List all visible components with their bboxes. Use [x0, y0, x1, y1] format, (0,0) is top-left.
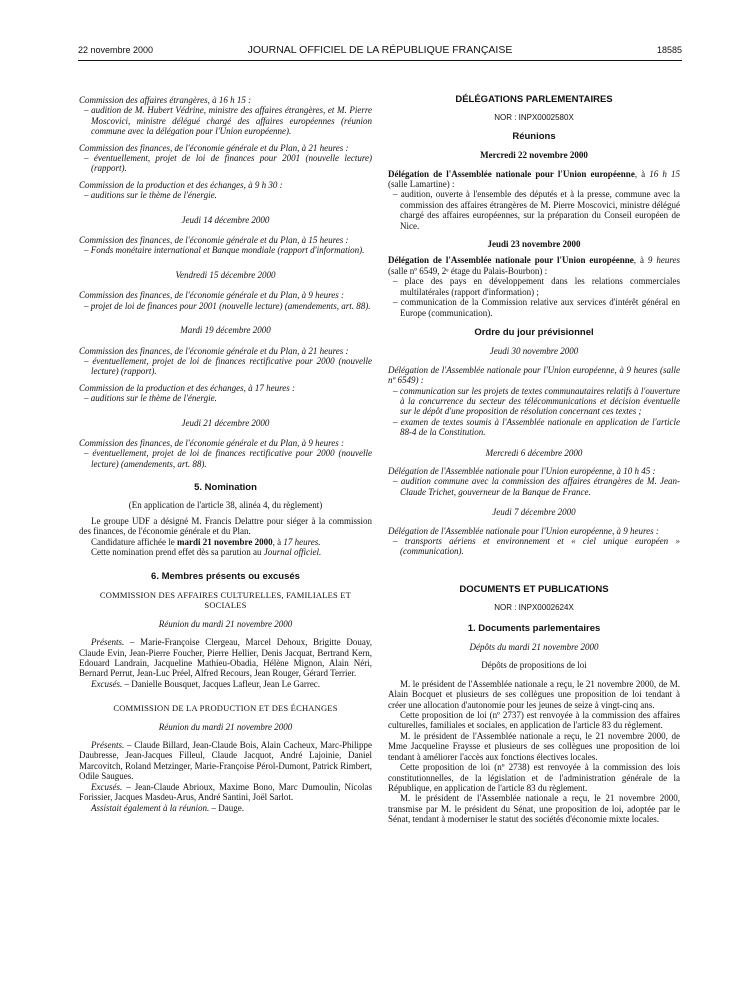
- agenda-item: – audition de M. Hubert Védrine, ministre des affaires étrangères, et M. Pierre Moscovici, ministre délégué chargé des affaires européennes (réunion commune avec la délégation pour l'Union européenne).: [84, 105, 372, 137]
- section-heading-delegations: DÉLÉGATIONS PARLEMENTAIRES: [455, 94, 613, 105]
- subsection-heading: 1. Documents parlementaires: [467, 622, 601, 634]
- right-column: [388, 95, 680, 825]
- agenda-item: Délégation de l'Assemblée nationale pour l'Union européenne, à 9 heures :: [388, 525, 659, 536]
- agenda-item: – projet de loi de finances pour 2001 (nouvelle lecture) (amendements, art. 88).: [84, 300, 371, 311]
- date-heading: Jeudi 7 décembre 2000: [492, 507, 576, 518]
- journal-title: JOURNAL OFFICIEL DE LA RÉPUBLIQUE FRANÇAISE: [247, 44, 513, 56]
- nor-reference: NOR : INPX0002624X: [494, 603, 574, 613]
- agenda-item: Commission des affaires étrangères, à 16 h 15 :: [79, 95, 252, 105]
- members-excused: Excusés. – Jean-Claude Abrioux, Maxime Bono, Marc Dumoulin, Nicolas Forissier, Jacques Masdeu-Arus, André Santini, Joël Sarlot.: [79, 781, 372, 803]
- nomination-paragraph: Le groupe UDF a désigné M. Francis Delattre pour siéger à la commission des finances, de l'économie générale et du Plan.: [79, 515, 372, 537]
- document-paragraph: Cette proposition de loi (nº 2738) est renvoyée à la commission des lois constitutionnelles, de la législation et de l'administration générale de la République, en application de l'article 83 du règlement.: [388, 762, 680, 793]
- members-present: Présents. – Claude Billard, Jean-Claude Bois, Alain Cacheux, Marc-Philippe Daubresse, Jean-Jacques Filleul, Claude Jacquot, André Lajoinie, Daniel Marcovitch, Roland Metzinger, Marie-Françoise Pérol-Dumont, Patrick Rimbert, Odile Saugues.: [79, 740, 372, 782]
- date-heading: Mercredi 22 novembre 2000: [480, 150, 588, 161]
- agenda-item: Commission des finances, de l'économie générale et du Plan, à 9 heures :: [79, 290, 345, 301]
- section-subtitle: (En application de l'article 38, alinéa 4, du règlement): [128, 499, 323, 510]
- nor-reference: NOR : INPX0002580X: [494, 113, 574, 123]
- commission-heading: COMMISSION DE LA PRODUCTION ET DES ÉCHANGES: [113, 703, 338, 714]
- section-heading-nomination: 5. Nomination: [194, 482, 257, 494]
- agenda-item: Commission de la production et des échanges, à 9 h 30 :: [79, 179, 283, 190]
- page-number: 18585: [656, 45, 682, 55]
- members-excused: Excusés. – Danielle Bousquet, Jacques Lafleur, Jean Le Garrec.: [91, 678, 321, 689]
- deposit-heading: Dépôts de propositions de loi: [481, 660, 587, 671]
- agenda-item: – auditions sur le thème de l'énergie.: [84, 393, 217, 404]
- date-heading: Mercredi 6 décembre 2000: [485, 447, 583, 458]
- meeting-date: Réunion du mardi 21 novembre 2000: [158, 618, 293, 629]
- document-paragraph: M. le président de l'Assemblée nationale a reçu, le 21 novembre 2000, de M. Alain Bocquet et plusieurs de ses collègues une proposition de loi tendant à créer une allocation d'autonomie pour les jeunes de seize à vingt-cinq ans.: [388, 678, 680, 710]
- page-header: [78, 43, 682, 57]
- agenda-item: Commission des finances, de l'économie générale et du Plan, à 15 heures :: [79, 235, 349, 246]
- date-heading: Jeudi 21 décembre 2000: [181, 417, 270, 428]
- delegation-item: Délégation de l'Assemblée nationale pour l'Union européenne, à 9 heures (salle nº 6549, 2ᵉ étage du Palais-Bourbon) :: [388, 255, 680, 276]
- agenda-item: – audition commune avec la commission des affaires étrangères de M. Jean-Claude Trichet, gouverneur de la Banque de France.: [393, 476, 680, 497]
- nomination-paragraph: Cette nomination prend effet dès sa parution au Journal officiel.: [91, 547, 322, 558]
- agenda-item: – éventuellement, projet de loi de finances rectificative pour 2000 (nouvelle lecture) (rapport).: [84, 355, 372, 377]
- date-heading: Vendredi 15 décembre 2000: [175, 269, 276, 280]
- agenda-item: Commission des finances, de l'économie générale et du Plan, à 21 heures :: [79, 142, 349, 153]
- members-attending: Assistait également à la réunion. – Dauge.: [91, 802, 244, 813]
- agenda-item: Délégation de l'Assemblée nationale pour l'Union européenne, à 9 heures (salle nº 6549) :: [388, 364, 680, 386]
- delegation-item: Délégation de l'Assemblée nationale pour l'Union européenne, à 16 h 15 (salle Lamartine) :: [388, 168, 680, 190]
- meeting-date: Réunion du mardi 21 novembre 2000: [158, 721, 293, 732]
- delegation-item: – audition, ouverte à l'ensemble des députés et à la presse, commune avec la commission des affaires étrangères de M. Pierre Moscovici, ministre délégué chargé des affaires européennes, sur la préparation du Conseil européen de Nice.: [393, 189, 680, 231]
- agenda-item: – éventuellement, projet de loi de finances pour 2001 (nouvelle lecture) (rapport).: [84, 153, 372, 174]
- document-paragraph: M. le président de l'Assemblée nationale a reçu, le 21 novembre 2000, de Mme Jacqueline Fraysse et plusieurs de ses collègues une proposition de loi tendant à améliorer l'accès aux fonctions électives locales.: [388, 730, 680, 762]
- delegation-item: – place des pays en développement dans les relations commerciales multilatérales (rapport d'information) ;: [393, 276, 680, 297]
- agenda-item: – Fonds monétaire international et Banque mondiale (rapport d'information).: [84, 245, 365, 256]
- agenda-item: Délégation de l'Assemblée nationale pour l'Union européenne, à 10 h 45 :: [388, 465, 656, 476]
- header-date: 22 novembre 2000: [78, 45, 154, 55]
- date-heading: Jeudi 23 novembre 2000: [487, 239, 581, 250]
- agenda-item: Commission des finances, de l'économie générale et du Plan, à 9 heures :: [79, 437, 345, 448]
- members-present: Présents. – Marie-Françoise Clergeau, Marcel Dehoux, Brigitte Douay, Claude Evin, Jean-Pierre Foucher, Pierre Hellier, Denis Jacquat, Bertrand Kern, Edouard Landrain, Jacqueline Mathieu-Obadia, Hélène Mignon, Alain Néri, Bernard Perrut, Jean-Luc Préel, Alfred Recours, Jean Rouger, Gérard Terrier.: [79, 637, 372, 679]
- date-heading: Mardi 19 décembre 2000: [180, 325, 271, 336]
- left-column: [79, 95, 372, 813]
- date-heading: Jeudi 30 novembre 2000: [489, 346, 579, 357]
- agenda-item: – auditions sur le thème de l'énergie.: [84, 190, 217, 201]
- header-rule: [78, 60, 682, 61]
- agenda-item: Commission des finances, de l'économie générale et du Plan, à 21 heures :: [79, 345, 349, 356]
- document-paragraph: M. le président de l'Assemblée nationale a reçu, le 21 novembre 2000, transmise par M. le président du Sénat, une proposition de loi, adoptée par le Sénat, tendant à moderniser le statut des sociétés d'économie mixte locales.: [388, 793, 680, 825]
- commission-heading: COMMISSION DES AFFAIRES CULTURELLES, FAMILIALES ET SOCIALES: [99, 590, 352, 611]
- subsection-heading: Réunions: [512, 130, 556, 142]
- section-heading-members: 6. Membres présents ou excusés: [151, 570, 300, 582]
- date-heading: Jeudi 14 décembre 2000: [181, 214, 270, 225]
- agenda-item: Commission de la production et des échanges, à 17 heures :: [79, 382, 296, 393]
- agenda-item: – éventuellement, projet de loi de finances rectificative pour 2000 (nouvelle lecture) (amendements, art. 88).: [84, 448, 372, 469]
- delegation-item: – communication de la Commission relative aux services d'intérêt général en Europe (communication).: [393, 297, 680, 318]
- agenda-item: – examen de textes soumis à l'Assemblée nationale en application de l'article 88-4 de la Constitution.: [393, 416, 680, 438]
- nomination-paragraph: Candidature affichée le mardi 21 novembre 2000, à 17 heures.: [91, 536, 321, 547]
- subsection-heading: Ordre du jour prévisionnel: [474, 326, 594, 338]
- agenda-item: – communication sur les projets de textes communautaires relatifs à l'ouverture à la concurrence du secteur des télécommunications et décision éventuelle sur le dépôt d'une proposition de résolution concernant ces textes ;: [393, 385, 680, 417]
- document-paragraph: Cette proposition de loi (nº 2737) est renvoyée à la commission des affaires culturelles, familiales et sociales, en application de l'article 83 du règlement.: [388, 710, 680, 731]
- date-heading: Dépôts du mardi 21 novembre 2000: [469, 642, 599, 653]
- section-heading-documents: DOCUMENTS ET PUBLICATIONS: [459, 583, 609, 595]
- agenda-item: – transports aériens et environnement et « ciel unique européen » (communication).: [393, 536, 680, 557]
